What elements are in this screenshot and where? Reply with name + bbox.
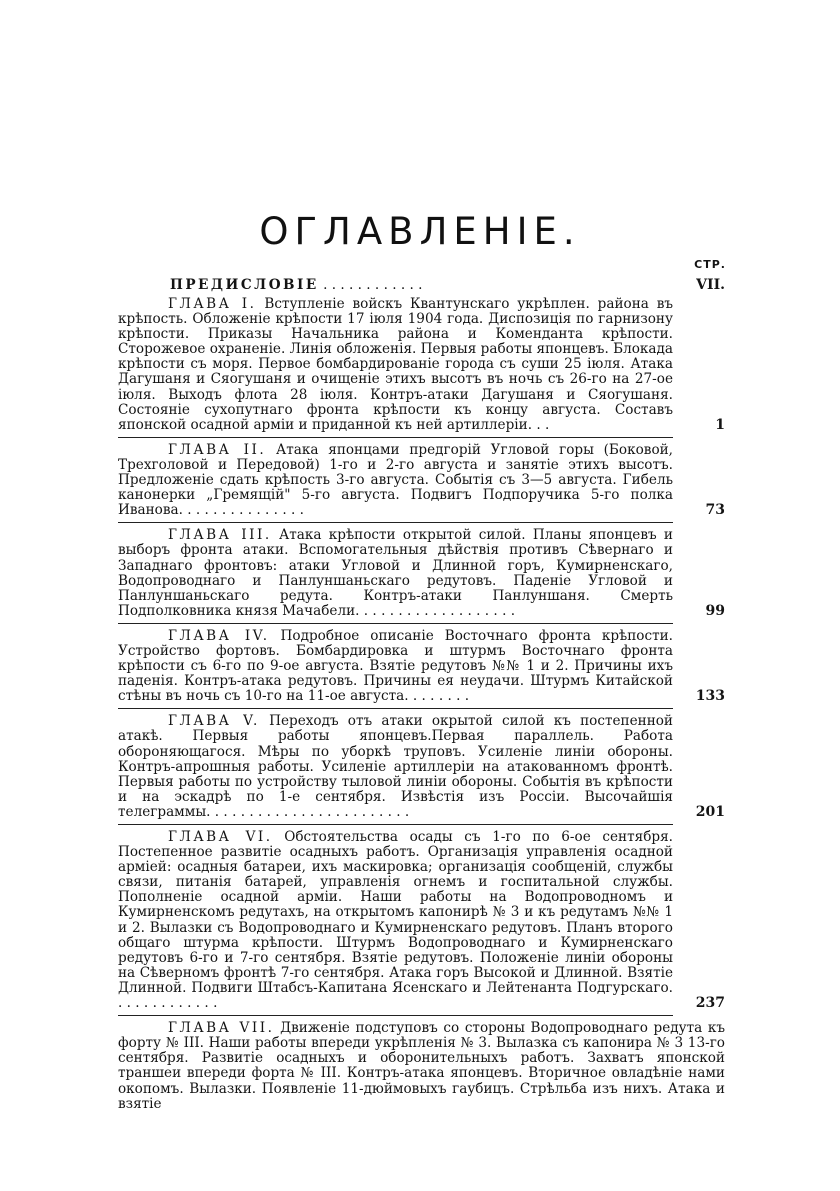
toc-entry-chapter-4[interactable] [118, 629, 725, 704]
chapter-summary: Атака крѣпости открытой силой. Планы японцевъ и выборъ фронта атаки. Вспомогательныя дѣйствія противъ Сѣвернаго и Западнаго фронтовъ: атаки Угловой и Длинной горъ, Кумирненскаго, Водопроводнаго и Панлуншаньскаго редутовъ. Паденіе Угловой и Панлуншаньскаго редута. Контръ-атаки Панлуншаня. Смерть Подполковника князя Мачабели. [118, 527, 673, 619]
chapter-summary: Обстоятельства осады съ 1-го по 6-ое сентября. Постепенное развитіе осадныхъ работъ. Организація управленія осадной арміей: осадныя батареи, ихъ маскировка; организація сообщеній, службы связи, питанія батарей, управленія огнемъ и госпитальной службы. Пополненіе осадной арміи. Наши работы на Водопроводномъ и Кумирненскомъ редутахъ, на открытомъ капонирѣ № 3 и къ редутамъ №№ 1 и 2. Вылазки съ Водопроводнаго и Кумирненскаго редутовъ. Планъ второго общаго штурма крѣпости. Штурмъ Водопроводнаго и Кумирненскаго редутовъ 6-го и 7-го сентября. Взятіе редутовъ. Положеніе линіи обороны на Сѣверномъ фронтѣ 7-го сентября. Атака горъ Высокой и Длинной. Взятіе Длинной. Подвиги Штабсъ-Капитана Ясенскаго и Лейтенанта Подгурскаго. [118, 829, 673, 996]
divider [118, 623, 673, 624]
chapter-summary: Движеніе подступовъ со стороны Водопроводнаго редута къ форту № III. Наши работы впереди укрѣпленія № 3. Вылазка съ капонира № 3 13-го сентября. Развитіе осадныхъ и оборонительныхъ работъ. Захватъ японской траншеи впереди форта № III. Контръ-атака японцевъ. Вторичное овладѣніе нами окопомъ. Вылазки. Появленіе 11-дюймовыхъ гаубицъ. Стрѣльба изъ нихъ. Атака и взятіе [118, 1020, 726, 1112]
page-number: 201 [695, 803, 725, 820]
page-number: VII. [696, 277, 725, 293]
divider [118, 522, 673, 523]
chapter-summary: Подробное описаніе Восточнаго фронта крѣпости. Устройство фортовъ. Бомбардировка и штурмъ Восточнаго фронта крѣпости съ 6-го по 9-ое августа. Взятіе редутовъ №№ 1 и 2. Причины ихъ паденія. Контръ-атака редутовъ. Причины ея неудачи. Штурмъ Китайской стѣны въ ночь съ 10-го на 11-ое августа. [118, 627, 673, 705]
divider [118, 708, 673, 709]
chapter-heading: ГЛАВА I. [168, 296, 257, 312]
chapter-heading: ГЛАВА II. [168, 441, 267, 458]
page-number: 133 [695, 688, 725, 705]
page-number: 237 [695, 995, 725, 1012]
page-title: ОГЛАВЛЕНІЕ. [259, 210, 581, 253]
leader-dots: . . . . . . . . . . . . . . . . . . [359, 602, 516, 619]
toc-entry-chapter-5[interactable] [118, 714, 725, 820]
chapter-heading: ГЛАВА III. [168, 527, 272, 544]
toc-entry-preface[interactable] [118, 278, 725, 293]
toc-entry-chapter-6[interactable] [118, 830, 725, 1011]
chapter-heading: ГЛАВА V. [168, 713, 260, 730]
chapter-heading: ГЛАВА IV. [168, 627, 270, 644]
toc-entry-chapter-3[interactable] [118, 528, 725, 619]
leader-dots: . . [532, 416, 550, 433]
page-number: 73 [705, 502, 725, 519]
page-number: 1 [715, 416, 725, 433]
leader-dots: . . . . . . . . . . . . . . . . . . . . . . . [210, 803, 410, 820]
table-of-contents [118, 278, 725, 1112]
chapter-heading: ГЛАВА VI. [168, 829, 273, 845]
page-number: 99 [705, 602, 725, 619]
chapter-summary: Атака японцами предгорій Угловой горы (Боковой, Трехголовой и Передовой) 1-го и 2-го августа и занятіе этихъ высотъ. Предложеніе сдать крѣпость 3-го августа. Событія съ 3—5 августа. Гибель канонерки „Гремящій" 5-го августа. Подвигъ Подпоручика 5-го полка Иванова. [118, 441, 674, 519]
toc-entry-chapter-1[interactable] [118, 297, 725, 433]
leader-dots: . . . . . . . . . . . . . . [182, 502, 304, 519]
chapter-summary: Переходъ отъ атаки окрытой силой къ постепенной атакѣ. Первыя работы японцевъ.Первая параллель. Работа обороняющагося. Мѣры по уборкѣ труповъ. Усиленіе линіи обороны. Контръ-апрошныя работы. Усиленіе артиллеріи на атакованномъ фронтѣ. Первыя работы по устройству тыловой линіи обороны. Событія въ крѣпости и на эскадрѣ по 1-е сентября. Извѣстія изъ Россіи. Высочайшія телеграммы. [118, 713, 673, 820]
toc-entry-chapter-7[interactable] [118, 1021, 725, 1112]
leader-dots: . . . . . . . . . . . . [318, 277, 423, 293]
preface-heading: ПРЕДИСЛОВІЕ [170, 277, 319, 293]
divider [118, 437, 673, 438]
toc-entry-chapter-2[interactable] [118, 443, 725, 518]
chapter-summary: Вступленіе войскъ Квантунскаго укрѣплен. района въ крѣпость. Обложеніе крѣпости 17 іюля 1904 года. Диспозиція по гарнизону крѣпости. Приказы Начальника района и Коменданта крѣпости. Сторожевое охраненіе. Линія обложенія. Первыя работы японцевъ. Блокада крѣпости съ моря. Первое бомбардированіе города съ суши 25 іюля. Атака Дагушаня и Сяогушаня и очищеніе этихъ высотъ въ ночь съ 26-го на 27-ое іюля. Выходъ флота 28 іюля. Контръ-атаки Дагушаня и Сяогушаня. Состояніе сухопутнаго фронта крѣпости къ концу августа. Составъ японской осадной арміи и приданной къ ней артиллеріи. [118, 296, 674, 433]
divider [118, 824, 673, 825]
leader-dots: . . . . . . . . . . . . [118, 995, 218, 1012]
chapter-heading: ГЛАВА VII. [168, 1020, 275, 1037]
leader-dots: . . . . . . . [408, 688, 470, 705]
page-column-label: СТР. [694, 258, 726, 271]
divider [118, 1015, 673, 1016]
